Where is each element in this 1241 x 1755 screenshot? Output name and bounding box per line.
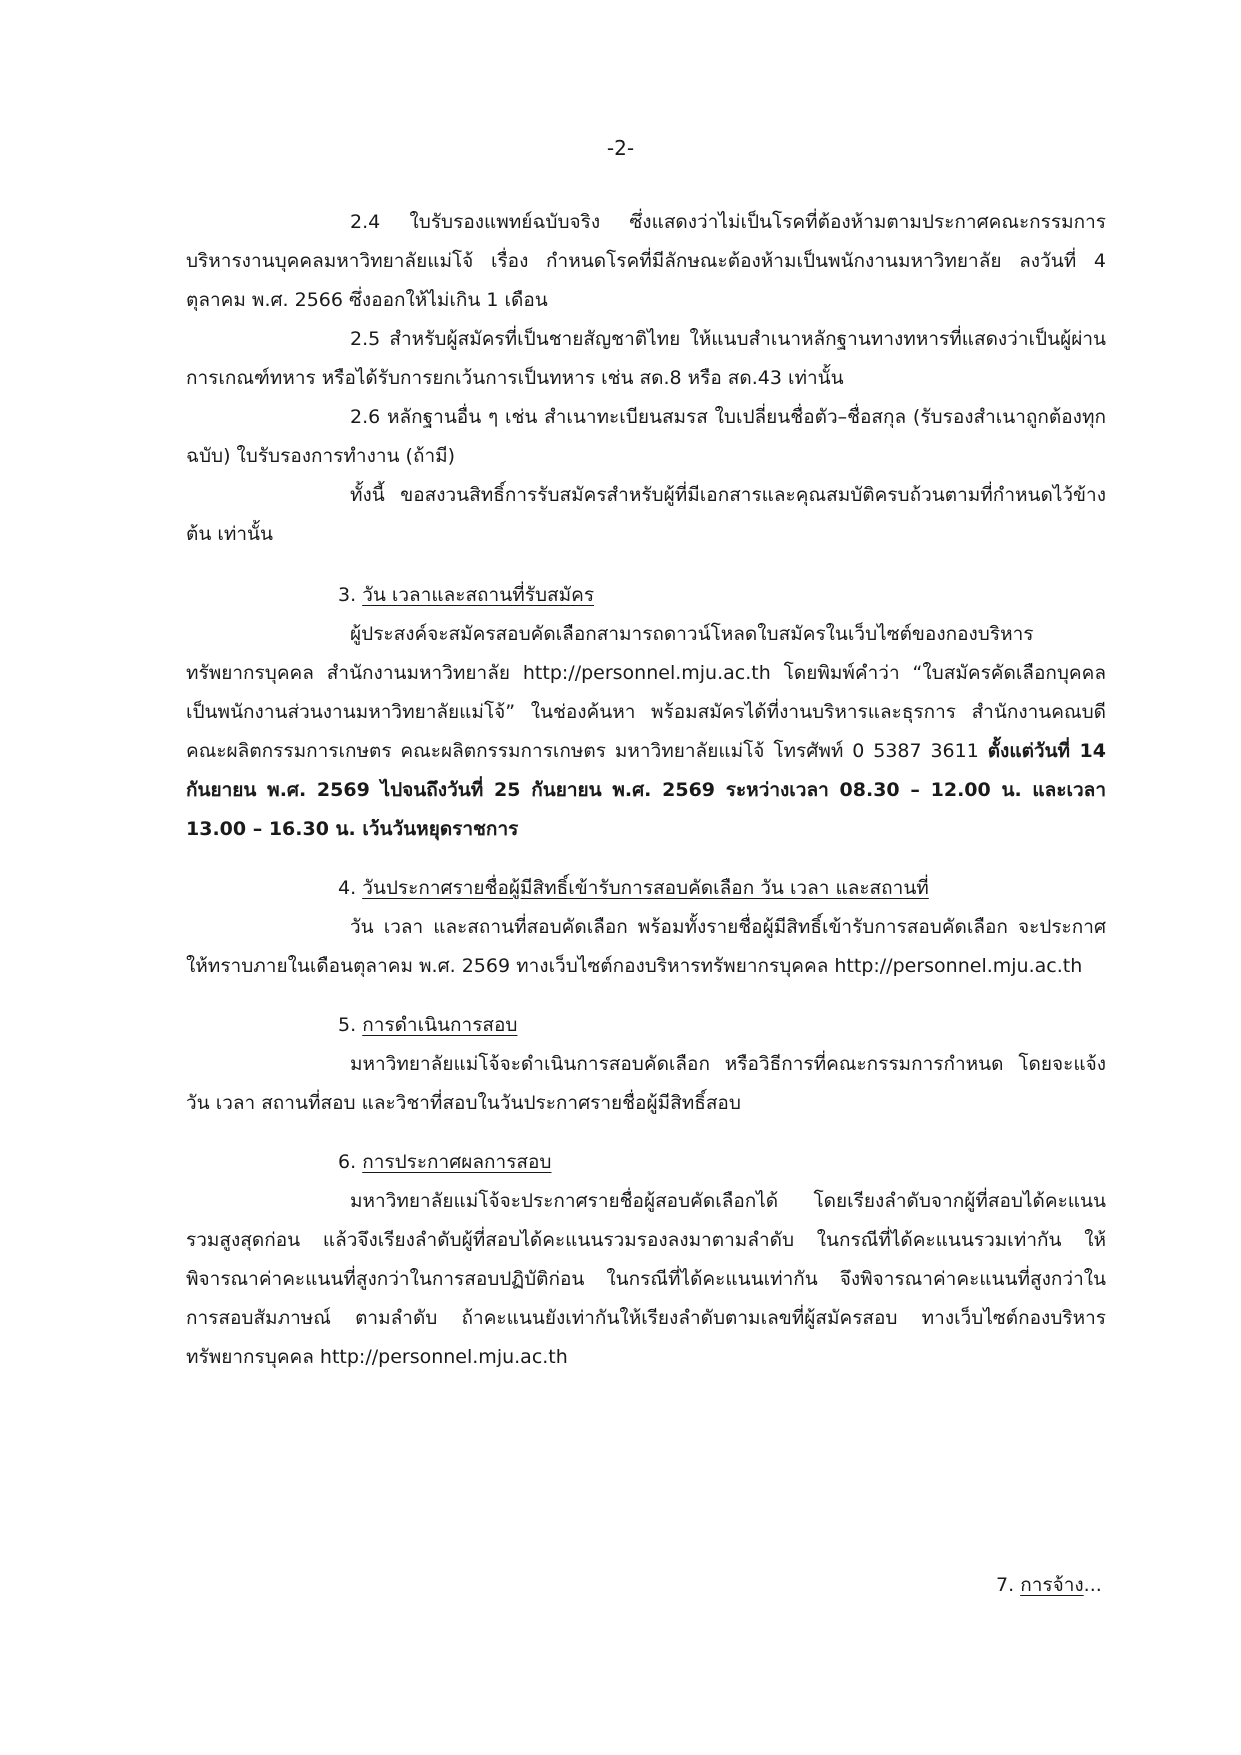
page-number: -2- [606,136,635,160]
section-6-title: การประกาศผลการสอบ [362,1151,552,1173]
section-3-dates: ตั้งแต่วันที่ 14 กันยายน พ.ศ. 2569 ไปจนถึงวันที่ 25 กันยายน พ.ศ. 2569 ระหว่างเวลา 08.30 – 12.00 น. และเวลา 13.00 – 16.30 น. เว้นวันหยุดราชการ [186,740,1106,840]
next-section-number: 7. [996,1574,1015,1596]
section-3-title: วัน เวลาและสถานที่รับสมัคร [362,584,595,606]
continuation-note [996,1570,1102,1600]
paragraph-reservation: ทั้งนี้ ขอสงวนสิทธิ์การรับสมัครสำหรับผู้ที่มีเอกสารและคุณสมบัติครบถ้วนตามที่กำหนดไว้ข้างต้น เท่านั้น [186,484,1106,545]
section-3-text: ผู้ประสงค์จะสมัครสอบคัดเลือกสามารถดาวน์โหลดใบสมัครในเว็บไซต์ของกองบริหารทรัพยากรบุคคล สำนักงานมหาวิทยาลัย http://personnel.mju.ac.th โดยพิมพ์คำว่า “ใบสมัครคัดเลือกบุคคลเป็นพนักงานส่วนงานมหาวิทยาลัยแม่โจ้” ในช่องค้นหา พร้อมสมัครได้ที่งานบริหารและธุรการ สำนักงานคณบดีคณะผลิตกรรมการเกษตร คณะผลิตกรรมการเกษตร มหาวิทยาลัยแม่โจ้ โทรศัพท์ 0 5387 3611 [186,623,1106,762]
section-5-body: มหาวิทยาลัยแม่โจ้จะดำเนินการสอบคัดเลือก หรือวิธีการที่คณะกรรมการกำหนด โดยจะแจ้งวัน เวลา สถานที่สอบ และวิชาที่สอบในวันประกาศรายชื่อผู้มีสิทธิ์สอบ [186,1053,1106,1114]
paragraph-2-4: 2.4 ใบรับรองแพทย์ฉบับจริง ซึ่งแสดงว่าไม่เป็นโรคที่ต้องห้ามตามประกาศคณะกรรมการบริหารงานบุคคลมหาวิทยาลัยแม่โจ้ เรื่อง กำหนดโรคที่มีลักษณะต้องห้ามเป็นพนักงานมหาวิทยาลัย ลงวันที่ 4 ตุลาคม พ.ศ. 2566 ซึ่งออกให้ไม่เกิน 1 เดือน [186,211,1106,311]
section-6-body: มหาวิทยาลัยแม่โจ้จะประกาศรายชื่อผู้สอบคัดเลือกได้ โดยเรียงลำดับจากผู้ที่สอบได้คะแนนรวมสูงสุดก่อน แล้วจึงเรียงลำดับผู้ที่สอบได้คะแนนรวมรองลงมาตามลำดับ ในกรณีที่ได้คะแนนรวมเท่ากัน ให้พิจารณาค่าคะแนนที่สูงกว่าในการสอบปฏิบัติก่อน ในกรณีที่ได้คะแนนเท่ากัน จึงพิจารณาค่าคะแนนที่สูงกว่าในการสอบสัมภาษณ์ ตามลำดับ ถ้าคะแนนยังเท่ากันให้เรียงลำดับตามเลขที่ผู้สมัครสอบ ทางเว็บไซต์กองบริหารทรัพยากรบุคคล http://personnel.mju.ac.th [186,1190,1106,1368]
document-body [186,203,1106,1377]
section-4-number: 4. [338,877,357,899]
section-3-number: 3. [338,584,357,606]
section-5-title: การดำเนินการสอบ [362,1014,518,1036]
section-5-heading [186,1006,1106,1045]
paragraph-2-6: 2.6 หลักฐานอื่น ๆ เช่น สำเนาทะเบียนสมรส ใบเปลี่ยนชื่อตัว–ชื่อสกุล (รับรองสำเนาถูกต้องทุกฉบับ) ใบรับรองการทำงาน (ถ้ามี) [186,406,1106,467]
section-3-heading [186,576,1106,615]
continuation-ellipsis: ... [1083,1574,1102,1596]
section-4-title: วันประกาศรายชื่อผู้มีสิทธิ์เข้ารับการสอบคัดเลือก วัน เวลา และสถานที่ [362,877,929,899]
section-6-heading [186,1143,1106,1182]
section-5-number: 5. [338,1014,357,1036]
paragraph-2-5: 2.5 สำหรับผู้สมัครที่เป็นชายสัญชาติไทย ให้แนบสำเนาหลักฐานทางทหารที่แสดงว่าเป็นผู้ผ่านการเกณฑ์ทหาร หรือได้รับการยกเว้นการเป็นทหาร เช่น สด.8 หรือ สด.43 เท่านั้น [186,328,1106,389]
next-section-title: การจ้าง [1020,1574,1084,1596]
section-6-number: 6. [338,1151,357,1173]
section-4-heading [186,869,1106,908]
section-3-body [186,615,1106,849]
section-4-body: วัน เวลา และสถานที่สอบคัดเลือก พร้อมทั้งรายชื่อผู้มีสิทธิ์เข้ารับการสอบคัดเลือก จะประกาศให้ทราบภายในเดือนตุลาคม พ.ศ. 2569 ทางเว็บไซต์กองบริหารทรัพยากรบุคคล http://personnel.mju.ac.th [186,916,1106,977]
